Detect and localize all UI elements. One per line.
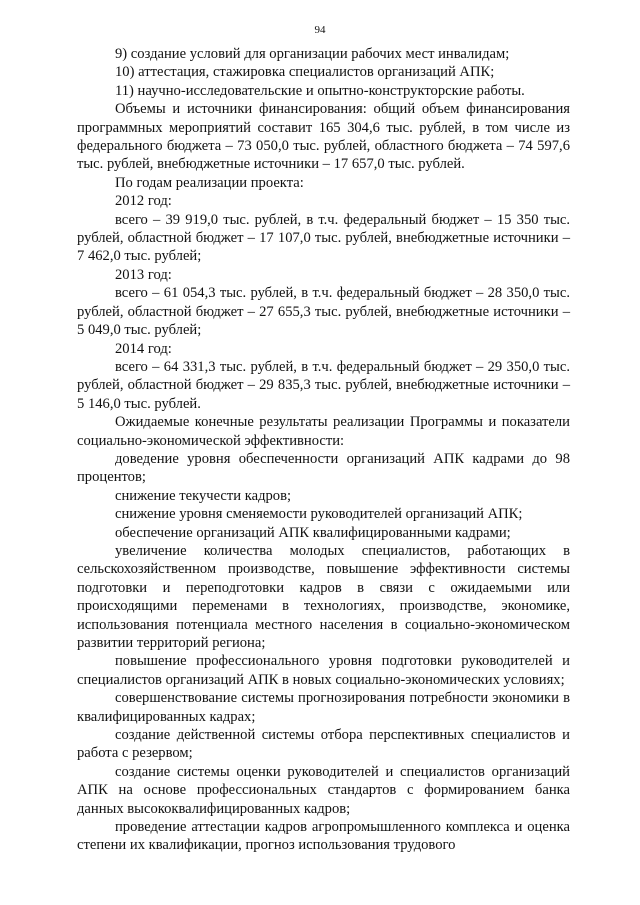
paragraph: всего – 39 919,0 тыс. рублей, в т.ч. федеральный бюджет – 15 350 тыс. рублей, областной бюджет – 17 107,0 тыс. рублей, внебюджетные источники – 7 462,0 тыс. рублей; (77, 211, 570, 265)
paragraph: По годам реализации проекта: (115, 174, 304, 191)
paragraph: Объемы и источники финансирования: общий объем финансирования программных мероприятий составит 165 304,6 тыс. рублей, в том числе из федерального бюджета – 73 050,0 тыс. рублей, областного бюджета – 74 597,6 тыс. рублей, внебюджетные источники – 17 657,0 тыс. рублей. (77, 101, 570, 173)
paragraph: снижение текучести кадров; (115, 487, 292, 504)
paragraph: 11) научно-исследовательские и опытно-конструкторские работы. (115, 82, 525, 99)
paragraph: 9) создание условий для организации рабочих мест инвалидам; (115, 46, 510, 62)
paragraph: снижение уровня сменяемости руководителей организаций АПК; (115, 506, 523, 523)
paragraph: совершенствование системы прогнозирования потребности экономики в квалифицированных кадрах; (77, 690, 570, 725)
paragraph: создание действенной системы отбора перспективных специалистов и работа с резервом; (77, 727, 570, 762)
paragraph: 10) аттестация, стажировка специалистов организаций АПК; (115, 64, 495, 81)
document-body (77, 45, 570, 855)
paragraph: обеспечение организаций АПК квалифицированными кадрами; (115, 524, 511, 541)
paragraph: доведение уровня обеспеченности организаций АПК кадрами до 98 процентов; (77, 450, 570, 486)
paragraph: всего – 61 054,3 тыс. рублей, в т.ч. федеральный бюджет – 28 350,0 тыс. рублей, областной бюджет – 27 655,3 тыс. рублей, внебюджетные источники – 5 049,0 тыс. рублей; (77, 285, 570, 339)
paragraph: 2014 год: (115, 340, 172, 357)
paragraph: всего – 64 331,3 тыс. рублей, в т.ч. федеральный бюджет – 29 350,0 тыс. рублей, областной бюджет – 29 835,3 тыс. рублей, внебюджетные источники – 5 146,0 тыс. рублей. (77, 358, 570, 412)
paragraph: 2013 год: (115, 266, 172, 283)
page-number: 94 (314, 24, 326, 36)
paragraph: повышение профессионального уровня подготовки руководителей и специалистов организаций АПК в новых социально-экономических условиях; (77, 653, 570, 688)
paragraph: 2012 год: (115, 193, 172, 210)
paragraph: создание системы оценки руководителей и специалистов организаций АПК на основе профессиональных стандартов с формированием банка данных высококвалифицированных кадров; (77, 763, 570, 817)
paragraph: увеличение количества молодых специалистов, работающих в сельскохозяйственном производстве, повышение эффективности системы подготовки и переподготовки кадров в связи с ожидаемыми или происходящими переменами в технологиях, производстве, экономике, использования потенциала местного населения в социально-экономическом развитии территорий региона; (77, 542, 570, 651)
paragraph: проведение аттестации кадров агропромышленного комплекса и оценка степени их квалификации, прогноз использования трудового (77, 819, 570, 854)
paragraph: Ожидаемые конечные результаты реализации Программы и показатели социально-экономической эффективности: (77, 414, 570, 449)
